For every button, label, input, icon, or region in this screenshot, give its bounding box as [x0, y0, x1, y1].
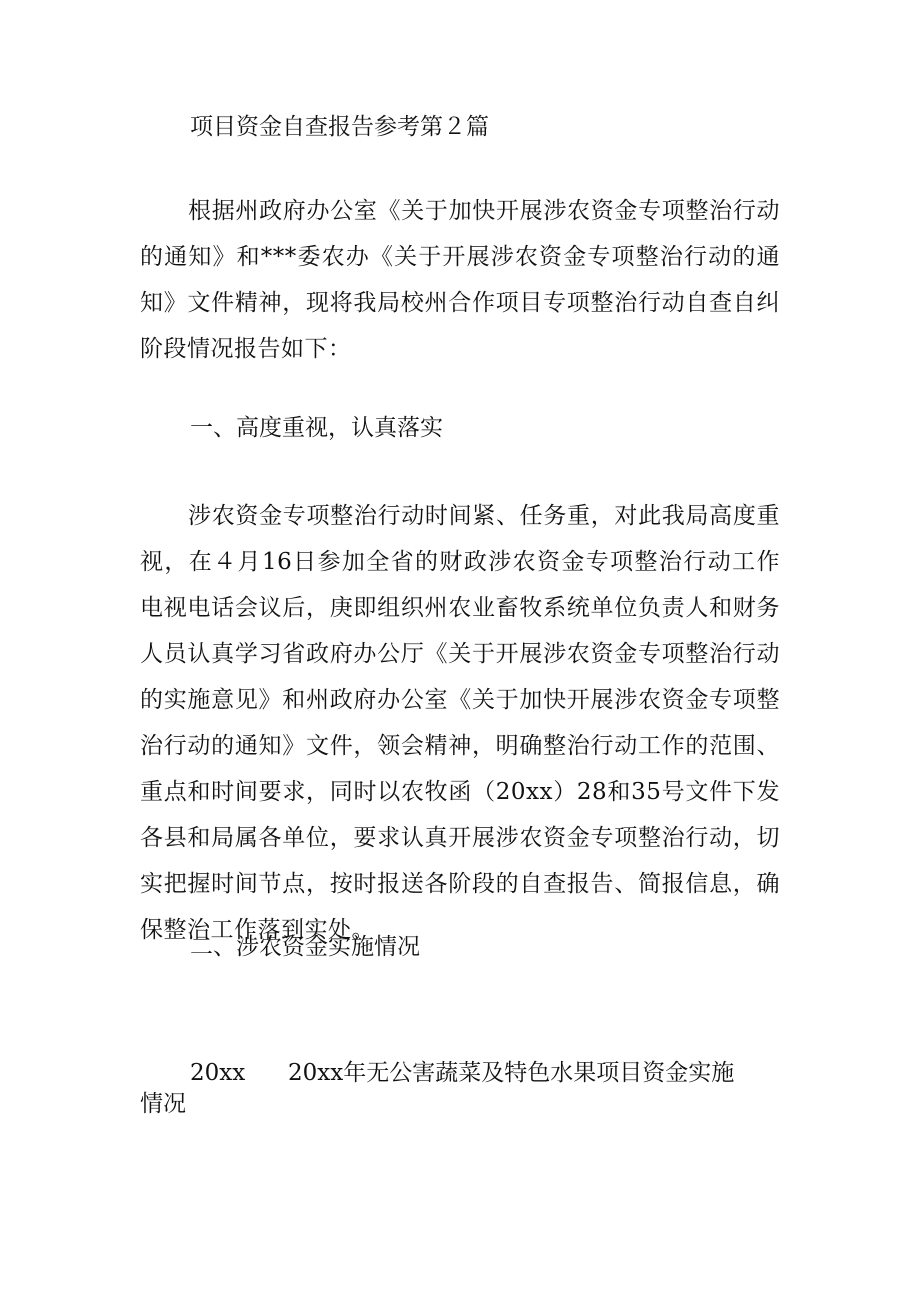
section-1-paragraph: 涉农资金专项整治行动时间紧、任务重，对此我局高度重视，在４月16日参加全省的财政涉农资金专项整治行动工作电视电话会议后，庚即组织州农业畜牧系统单位负责人和财务人员认真学习省政府办公厅《关于开展涉农资金专项整治行动的实施意见》和州政府办公室《关于加快开展涉农资金专项整治行动的通知》文件，领会精神，明确整治行动工作的范围、重点和时间要求，同时以农牧函（20xx）28和35号文件下发各县和局属各单位，要求认真开展涉农资金专项整治行动，切实把握时间节点，按时报送各阶段的自查报告、简报信息，确保整治工作落到实处。: [140, 503, 780, 943]
table-caption-row: [190, 1058, 734, 1088]
table-year-cell: 20xx: [190, 1060, 246, 1086]
intro-paragraph: 根据州政府办公室《关于加快开展涉农资金专项整治行动的通知》和***委农办《关于开展涉农资金专项整治行动的通知》文件精神，现将我局校州合作项目专项整治行动自查自纠阶段情况报告如下：: [140, 198, 780, 362]
table-caption-line2: 情况: [140, 1091, 186, 1117]
section-2-heading: 二、涉农资金实施情况: [190, 934, 420, 960]
section-1-heading: 一、高度重视，认真落实: [190, 415, 443, 441]
table-caption-line1: 20xx年无公害蔬菜及特色水果项目资金实施: [288, 1060, 735, 1086]
document-title: 项目资金自查报告参考第２篇: [190, 114, 489, 140]
